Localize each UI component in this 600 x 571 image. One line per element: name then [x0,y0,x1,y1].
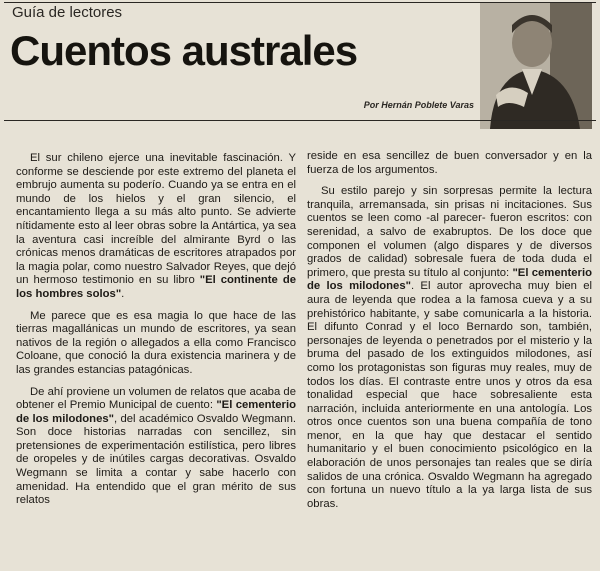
header-rule [4,120,596,121]
text-run: El sur chileno ejerce una inevitable fascinación. Y conforme se desciende por este extremo del planeta el embrujo aumenta su poderío. Cuando ya se entra en el mundo de los hielos y el gran silencio, el encantamiento llega a su más alto punto. Se advierte nítidamente esto al leer obras sobre la Antártica, ya sea la aventura casi increíble del almirante Byrd o las crónicas menos dramáticas de escritores atrapados por la magia polar, como nuestro Salvador Reyes, que dejó un hermoso testimonio en su libro [16,152,296,287]
text-run: Me parece que es esa magia lo que hace de las tierras magallánicas un mundo de escritores, ya sean nativos de la región o allegados a ella como Francisco Coloane, que conoció la dura existencia marinera y de las grandes estancias patagónicas. [16,309,296,376]
column-left [16,152,296,516]
text-run: reside en esa sencillez de buen conversador y en la fuerza de los argumentos. [307,150,592,176]
author-portrait-icon [480,3,592,129]
paragraph [16,152,296,302]
text-run: , del académico Osvaldo Wegmann. Son doce historias narradas con sencillez, sin pretensiones de experimentación estilística, pero libres de oropeles y de inútiles cargas decorativas. Osvaldo Wegmann se limita a contar y sabe hacerlo con amenidad. Ha entendido que el gran mérito de sus relatos [16,412,296,507]
paragraph [307,150,592,177]
book-title: "El continente de los hombres solos" [16,274,296,300]
portrait-drawing [480,3,592,129]
article-title: Cuentos australes [10,27,358,74]
column-right [307,150,592,519]
paragraph [16,386,296,508]
byline: Por Hernán Poblete Varas [363,100,474,110]
text-run: Su estilo parejo y sin sorpresas permite la lectura tranquila, arremansada, sin prisas ni incitaciones. Sus cuentos se leen como -al parecer- fueron escritos: con serenidad, a salvo de exabruptos. De los doce que componen el volumen (algo dispares y de diversos grados de calidad) sobresale fuera de toda duda el primero, que presta su título al conjunto: [307,185,592,279]
paragraph [16,310,296,378]
text-run: De ahí proviene un volumen de relatos que acaba de obtener el Premio Municipal de cuento: [16,385,296,412]
book-title: "El cementerio de los milodones" [307,266,592,293]
section-label: Guía de lectores [12,4,123,21]
text-run: . [121,287,125,300]
paragraph [307,185,592,511]
text-run: . El autor aprovecha muy bien el aura de leyenda que rodea a la famosa cueva y a su prehistórico habitante, y sabe comunicarla a la historia. El difunto Conrad y el loco Bernardo son, también, personajes de leyenda o penetrados por el misterio y la bruma del pasado de los extinguidos milodones, así como los protagonistas son figuras muy reales, muy de todos los días. El contraste entre unos y otros da esa tonalidad especial que hace sobresaliente esta narración, incluida anteriormente en una antología. Los otros once cuentos son una buena compañía de tono menor, en la que hay que destacar el sentido humanitario y el buen conocimiento psicológico en la elaboración de unos personajes tan reales que se diría salidos de una crónica. Osvaldo Wegmann ha agregado con fortuna un nuevo título a la ya larga lista de sus obras. [307,280,592,510]
book-title: "El cementerio de los milodones" [16,399,296,425]
